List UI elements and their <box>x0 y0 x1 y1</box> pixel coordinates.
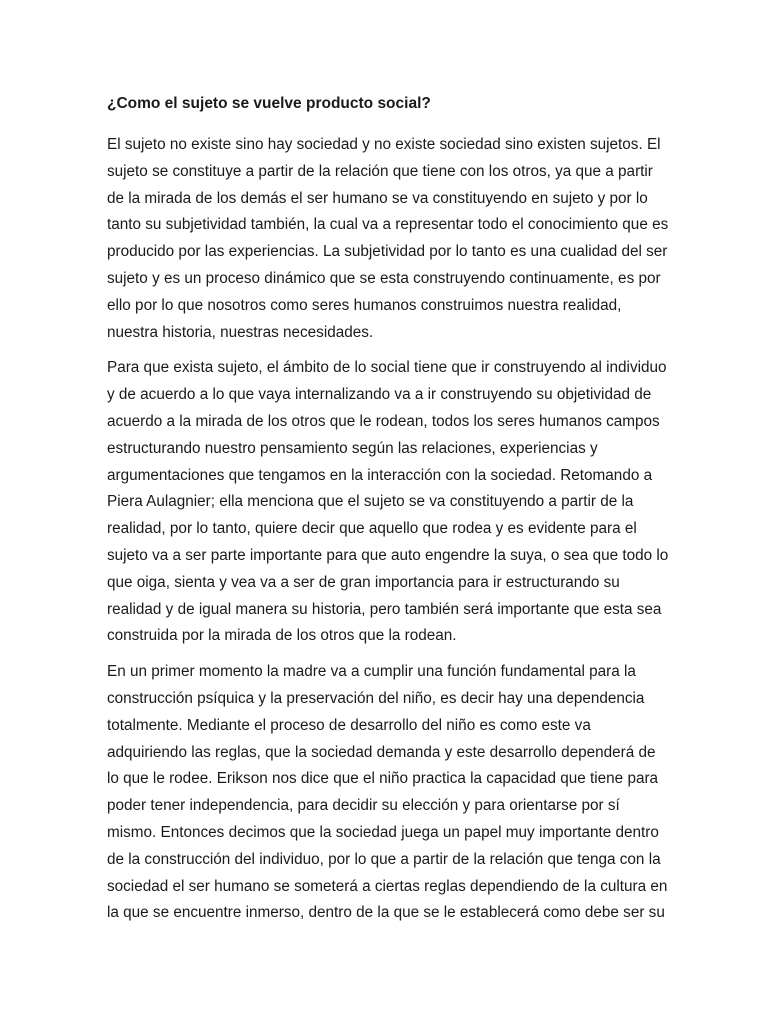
text-line: de la mirada de los demás el ser humano se va constituyendo en sujeto y por lo <box>107 189 648 207</box>
text-line: y de acuerdo a lo que vaya internalizando va a ir construyendo su objetividad de <box>107 386 652 404</box>
text-line: producido por las experiencias. La subjetividad por lo tanto es una cualidad del ser <box>107 243 668 261</box>
document-body <box>107 94 669 936</box>
text-line: adquiriendo las reglas, que la sociedad demanda y este desarrollo dependerá de <box>107 743 656 761</box>
text-line: poder tener independencia, para decidir su elección y para orientarse por sí <box>107 797 620 815</box>
paragraph-list <box>107 132 669 927</box>
text-line: realidad, por lo tanto, quiere decir que aquello que rodea y es evidente para el <box>107 520 637 538</box>
text-line: sujeto y es un proceso dinámico que se esta construyendo continuamente, es por <box>107 269 661 287</box>
text-line: construcción psíquica y la preservación del niño, es decir hay una dependencia <box>107 689 645 707</box>
text-line: Para que exista sujeto, el ámbito de lo social tiene que ir construyendo al individuo <box>107 359 667 377</box>
text-line: Piera Aulagnier; ella menciona que el sujeto se va constituyendo a partir de la <box>107 493 634 511</box>
paragraph <box>107 355 669 650</box>
text-line: nuestra historia, nuestras necesidades. <box>107 323 374 341</box>
text-line: sujeto se constituye a partir de la relación que tiene con los otros, ya que a partir <box>107 162 653 180</box>
text-line: tanto su subjetividad también, la cual va a representar todo el conocimiento que es <box>107 216 669 234</box>
paragraph <box>107 132 669 346</box>
text-line: realidad y de igual manera su historia, pero también será importante que esta sea <box>107 600 662 618</box>
text-line: de la construcción del individuo, por lo que a partir de la relación que tenga con la <box>107 850 661 868</box>
paragraph <box>107 659 668 927</box>
text-line: totalmente. Mediante el proceso de desarrollo del niño es como este va <box>107 716 591 734</box>
text-line: sociedad el ser humano se someterá a ciertas reglas dependiendo de la cultura en <box>107 877 668 895</box>
text-line: la que se encuentre inmerso, dentro de la que se le establecerá como debe ser su <box>107 904 665 922</box>
text-line: que oiga, sienta y vea va a ser de gran importancia para ir estructurando su <box>107 573 620 591</box>
text-line: El sujeto no existe sino hay sociedad y no existe sociedad sino existen sujetos. El <box>107 136 661 153</box>
text-line: acuerdo a la mirada de los otros que le rodean, todos los seres humanos campos <box>107 412 660 430</box>
text-line: construida por la mirada de los otros que la rodean. <box>107 627 457 645</box>
text-line: estructurando nuestro pensamiento según las relaciones, experiencias y <box>107 439 598 457</box>
text-line: En un primer momento la madre va a cumplir una función fundamental para la <box>107 663 636 681</box>
text-line: ello por lo que nosotros como seres humanos construimos nuestra realidad, <box>107 296 622 314</box>
text-line: mismo. Entonces decimos que la sociedad juega un papel muy importante dentro <box>107 823 659 841</box>
text-line: argumentaciones que tengamos en la interacción con la sociedad. Retomando a <box>107 466 653 484</box>
text-line: lo que le rodee. Erikson nos dice que el niño practica la capacidad que tiene para <box>107 770 659 788</box>
text-line: sujeto va a ser parte importante para que auto engendre la suya, o sea que todo lo <box>107 546 669 564</box>
document-heading: ¿Como el sujeto se vuelve producto social? <box>107 95 431 112</box>
